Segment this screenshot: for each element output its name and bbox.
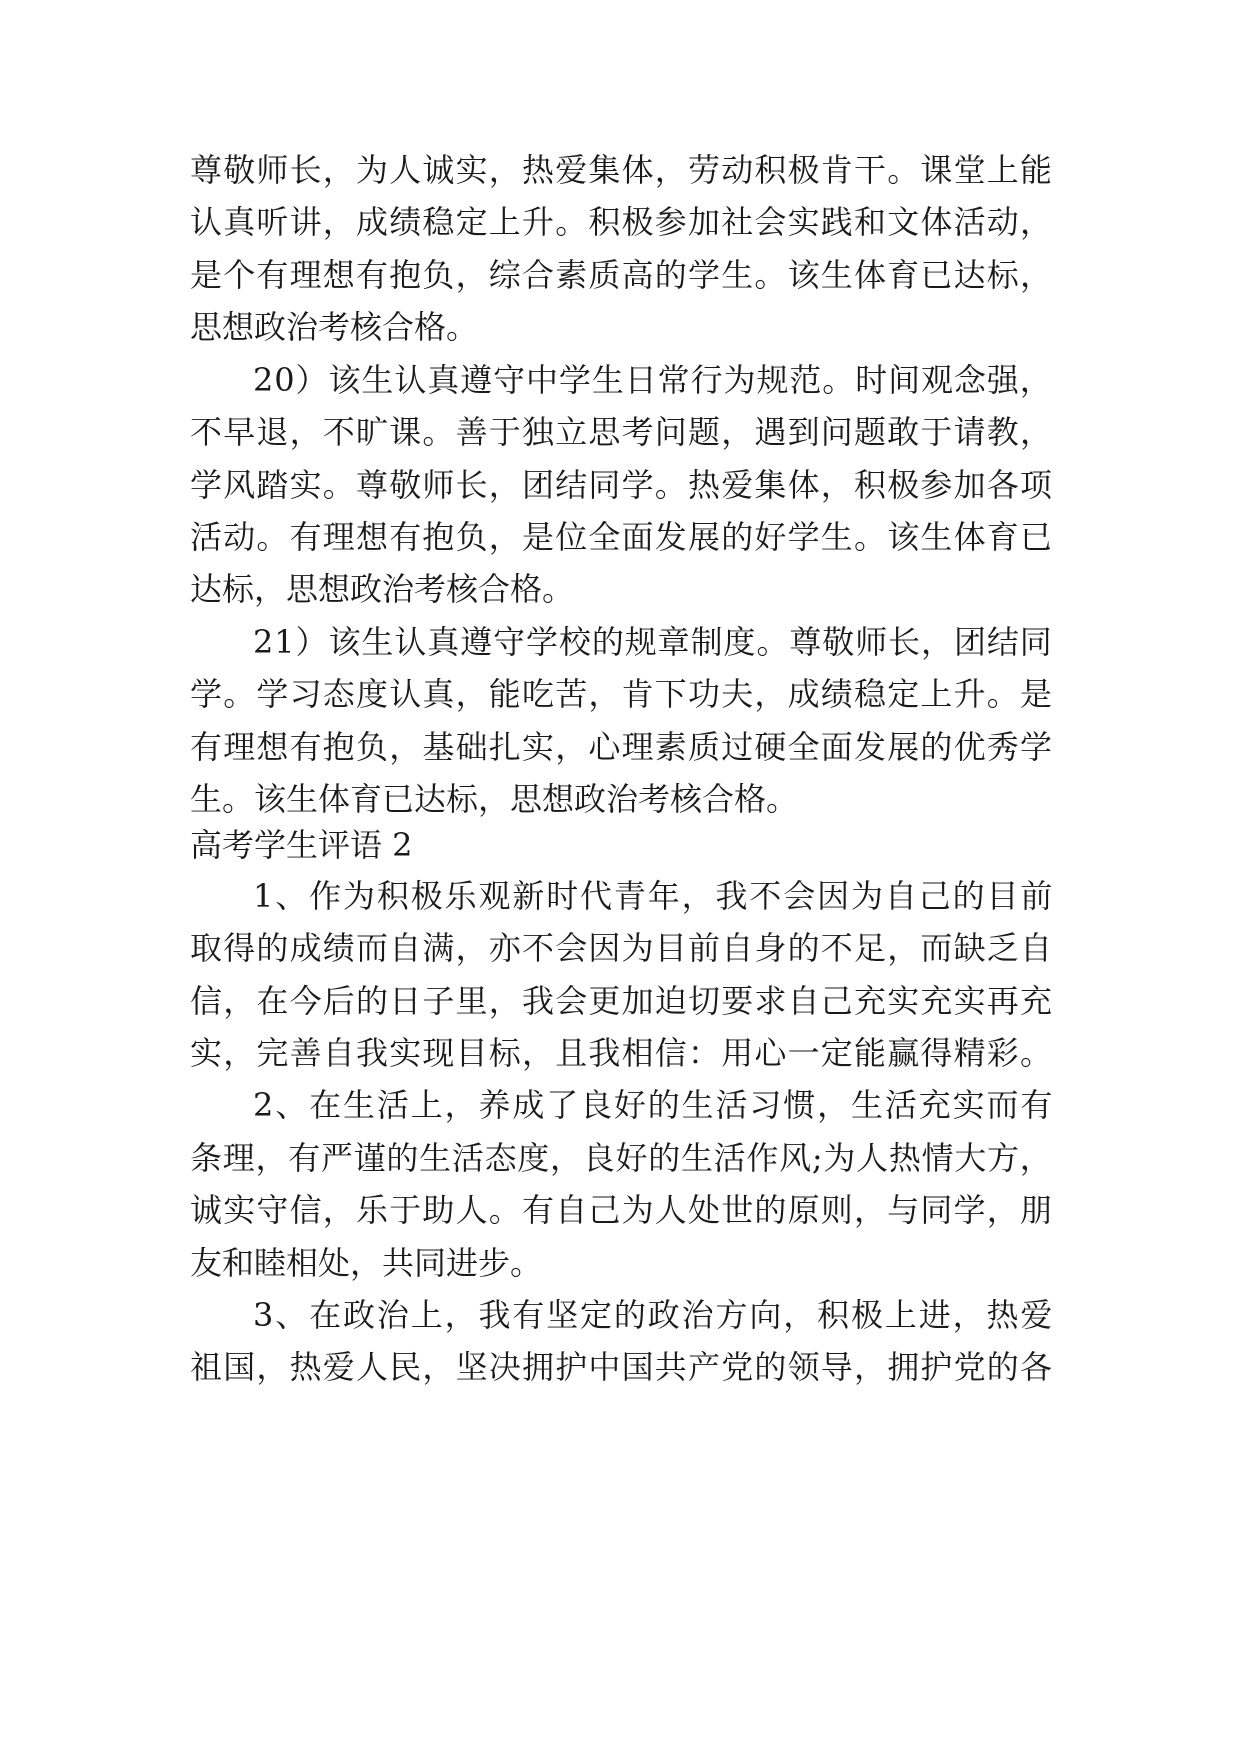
paragraph-line: 21）该生认真遵守学校的规章制度。尊敬师长，团结同: [253, 623, 1053, 661]
paragraph-line: 有理想有抱负，基础扎实，心理素质过硬全面发展的优秀学: [190, 728, 1054, 766]
paragraph-line: 学。学习态度认真，能吃苦，肯下功夫，成绩稳定上升。是: [190, 675, 1054, 713]
paragraph-line: 是个有理想有抱负，综合素质高的学生。该生体育已达标，: [190, 256, 1054, 294]
paragraph-line: 不早退，不旷课。善于独立思考问题，遇到问题敢于请教，: [190, 413, 1054, 451]
paragraph-line: 尊敬师长，为人诚实，热爱集体，劳动积极肯干。课堂上能: [190, 151, 1054, 189]
paragraph-line: 生。该生体育已达标，思想政治考核合格。: [190, 780, 799, 818]
section-heading: 高考学生评语 2: [190, 826, 413, 864]
paragraph-line: 祖国，热爱人民，坚决拥护中国共产党的领导，拥护党的各: [190, 1348, 1054, 1386]
paragraph-line: 认真听讲，成绩稳定上升。积极参加社会实践和文体活动，: [190, 203, 1054, 241]
paragraph-line: 信，在今后的日子里，我会更加迫切要求自己充实充实再充: [190, 982, 1054, 1020]
paragraph-line: 2、在生活上，养成了良好的生活习惯，生活充实而有: [253, 1086, 1055, 1124]
paragraph-line: 思想政治考核合格。: [190, 308, 479, 346]
paragraph-line: 取得的成绩而自满，亦不会因为目前自身的不足，而缺乏自: [190, 929, 1054, 967]
paragraph-line: 友和睦相处，共同进步。: [190, 1244, 543, 1282]
paragraph-line: 活动。有理想有抱负，是位全面发展的好学生。该生体育已: [190, 518, 1054, 556]
paragraph-line: 条理，有严谨的生活态度，良好的生活作风;为人热情大方，: [190, 1139, 1053, 1177]
paragraph-line: 3、在政治上，我有坚定的政治方向，积极上进，热爱: [253, 1296, 1055, 1334]
paragraph-line: 达标，思想政治考核合格。: [190, 570, 575, 608]
paragraph-line: 学风踏实。尊敬师长，团结同学。热爱集体，积极参加各项: [190, 466, 1054, 504]
paragraph-line: 1、作为积极乐观新时代青年，我不会因为自己的目前: [253, 877, 1055, 915]
paragraph-line: 诚实守信，乐于助人。有自己为人处世的原则，与同学，朋: [190, 1191, 1054, 1229]
paragraph-line: 实，完善自我实现目标，且我相信：用心一定能赢得精彩。: [190, 1034, 1054, 1072]
paragraph-line: 20）该生认真遵守中学生日常行为规范。时间观念强，: [253, 361, 1053, 399]
